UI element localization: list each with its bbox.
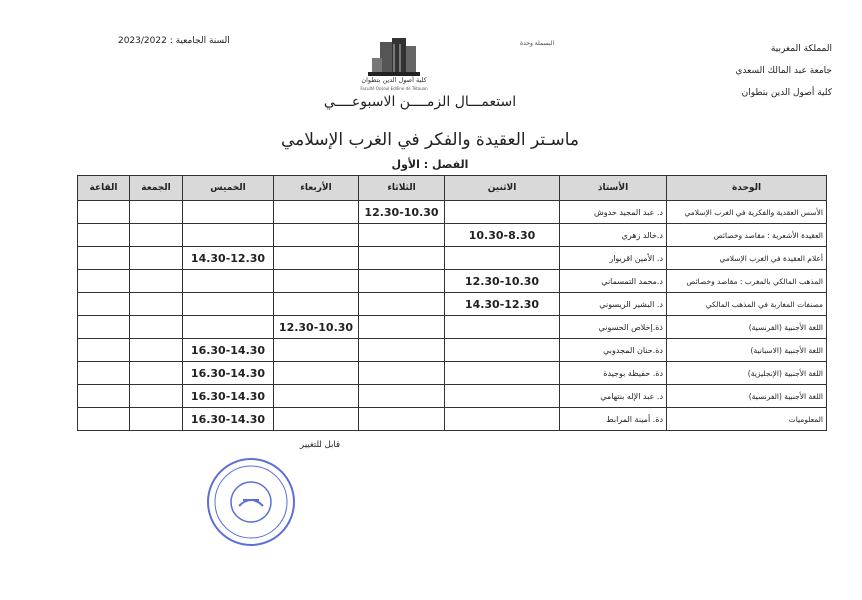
time-cell: 16.30-14.30 [183, 385, 274, 408]
column-header: الخميس [183, 176, 274, 201]
faculty-label: كلية أصول الدين بتطوان [741, 88, 832, 98]
time-cell [359, 408, 445, 431]
time-cell [130, 247, 183, 270]
column-header: الجمعة [130, 176, 183, 201]
professor-cell: د.محمد التمسماني [560, 270, 667, 293]
unit-cell: الأسس العقدية والفكرية في الغرب الإسلامي [667, 201, 827, 224]
time-cell [130, 362, 183, 385]
time-cell [78, 270, 130, 293]
time-cell [445, 362, 560, 385]
time-cell [78, 293, 130, 316]
unit-cell: مصنفات المغاربة في المذهب المالكي [667, 293, 827, 316]
subject-to-change-note: قابل للتغيير [300, 440, 341, 450]
professor-cell: دة.حنان المجدوبي [560, 339, 667, 362]
university-label: جامعة عبد المالك السعدي [735, 66, 832, 76]
table-row [78, 408, 827, 431]
time-cell [274, 339, 359, 362]
logo-caption: كلية أصول الدين بتطوان [361, 76, 427, 84]
time-cell: 12.30-10.30 [274, 316, 359, 339]
academic-year: السنة الجامعية : 2023/2022 [118, 36, 230, 46]
time-cell [78, 201, 130, 224]
time-cell [183, 270, 274, 293]
time-cell [130, 316, 183, 339]
unit-cell: المعلوميات [667, 408, 827, 431]
institution-header [632, 38, 832, 104]
time-cell: 12.30-10.30 [445, 270, 560, 293]
time-cell [445, 408, 560, 431]
schedule-table [77, 175, 827, 431]
time-cell [274, 201, 359, 224]
time-cell [78, 339, 130, 362]
kingdom-label: المملكة المغربية [770, 44, 832, 54]
time-cell [130, 270, 183, 293]
schedule-title: استعمـــال الزمــــن الاسبوعــــي [323, 94, 517, 110]
professor-cell: دة. أمينة المرابط [560, 408, 667, 431]
time-cell [78, 316, 130, 339]
table-header-row [78, 176, 827, 201]
column-header: الوحدة [667, 176, 827, 201]
time-cell [274, 224, 359, 247]
time-cell [359, 362, 445, 385]
column-header: الثلاثاء [359, 176, 445, 201]
time-cell [445, 247, 560, 270]
time-cell: 14.30-12.30 [445, 293, 560, 316]
time-cell: 16.30-14.30 [183, 362, 274, 385]
time-cell [274, 270, 359, 293]
professor-cell: دة. حفيظة بوجيدة [560, 362, 667, 385]
time-cell: 16.30-14.30 [183, 339, 274, 362]
column-header: الاثنين [445, 176, 560, 201]
professor-cell: د. البشير الريسوني [560, 293, 667, 316]
professor-cell: د. عبد الإله بنتهامي [560, 385, 667, 408]
time-cell [274, 385, 359, 408]
time-cell [78, 362, 130, 385]
column-header: القاعة [78, 176, 130, 201]
column-header: الأربعاء [274, 176, 359, 201]
time-cell [183, 201, 274, 224]
time-cell [130, 224, 183, 247]
professor-cell: د.خالد زهري [560, 224, 667, 247]
time-cell [130, 201, 183, 224]
time-cell [445, 385, 560, 408]
basmala: البسملة وحدة [520, 40, 555, 47]
time-cell [130, 293, 183, 316]
time-cell [130, 385, 183, 408]
time-cell [274, 293, 359, 316]
unit-cell: اللغة الأجنبية (الاسبانية) [667, 339, 827, 362]
time-cell [359, 339, 445, 362]
time-cell [359, 270, 445, 293]
time-cell [130, 408, 183, 431]
table-row [78, 316, 827, 339]
table-row [78, 201, 827, 224]
time-cell [359, 316, 445, 339]
time-cell [78, 224, 130, 247]
table-row [78, 362, 827, 385]
table-row [78, 339, 827, 362]
time-cell [359, 247, 445, 270]
university-stamp [205, 456, 297, 548]
table-row [78, 293, 827, 316]
time-cell [445, 201, 560, 224]
unit-cell: أعلام العقيدة في الغرب الإسلامي [667, 247, 827, 270]
professor-cell: د. الأمين اقريوار [560, 247, 667, 270]
time-cell [359, 224, 445, 247]
table-row [78, 224, 827, 247]
time-cell [274, 408, 359, 431]
time-cell [78, 247, 130, 270]
time-cell [274, 362, 359, 385]
unit-cell: اللغة الأجنبية (الفرنسية) [667, 316, 827, 339]
time-cell: 14.30-12.30 [183, 247, 274, 270]
time-cell [274, 247, 359, 270]
time-cell: 12.30-10.30 [359, 201, 445, 224]
table-row [78, 385, 827, 408]
professor-cell: د. عبد المجيد حدوش [560, 201, 667, 224]
time-cell [445, 339, 560, 362]
time-cell: 10.30-8.30 [445, 224, 560, 247]
table-row [78, 247, 827, 270]
column-header: الأستاذ [560, 176, 667, 201]
time-cell [130, 339, 183, 362]
time-cell [78, 385, 130, 408]
time-cell [183, 293, 274, 316]
time-cell [183, 224, 274, 247]
unit-cell: العقيدة الأشعرية : مقاصد وخصائص [667, 224, 827, 247]
time-cell [359, 385, 445, 408]
semester-label: الفصل : الأول [391, 158, 469, 171]
time-cell [359, 293, 445, 316]
time-cell [445, 316, 560, 339]
program-title: ماسـتر العقيدة والفكر في الغرب الإسلامي [280, 130, 580, 150]
time-cell: 16.30-14.30 [183, 408, 274, 431]
time-cell [78, 408, 130, 431]
table-row [78, 270, 827, 293]
time-cell [183, 316, 274, 339]
unit-cell: المذهب المالكي بالمغرب : مقاصد وخصائص [667, 270, 827, 293]
unit-cell: اللغة الأجنبية (الإنجليزية) [667, 362, 827, 385]
unit-cell: اللغة الأجنبية (الفرنسية) [667, 385, 827, 408]
logo-caption-latin: Faculté Ossoul Eddine de Tétouan [360, 86, 428, 91]
professor-cell: ذة.إخلاص الحسوني [560, 316, 667, 339]
